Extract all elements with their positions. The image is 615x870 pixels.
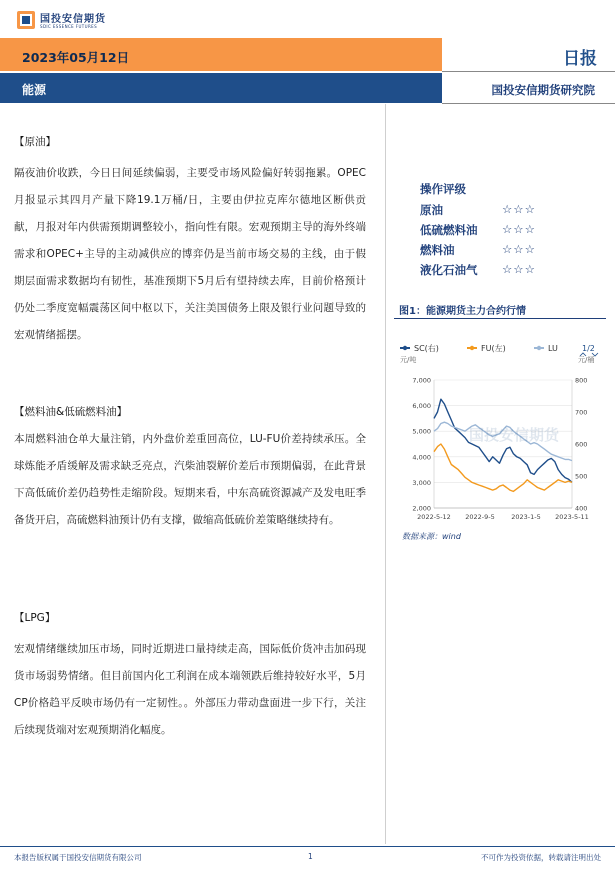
section-text-lpg: 宏观情绪继续加压市场，同时近期进口量持续走高，国际低价货冲击加码现货市场弱势情绪。但目前国内化工利润在成本端领跌后维持较好水平，5月CP价格趋平反映市场仍有一定韧性。。外部压力带动盘面进一步下行，关注后续现货端对宏观预期消化幅度。: [14, 643, 366, 736]
y-left-tick: 3,000: [412, 478, 431, 487]
y-right-unit: 元/桶: [578, 356, 595, 364]
chart-watermark: 国投安信期货: [469, 426, 560, 444]
logo-en: SDIC ESSENCE FUTURES: [40, 24, 98, 29]
sector-label: 能源: [22, 83, 47, 97]
rating-row: [420, 202, 536, 218]
series-line: [434, 444, 572, 491]
section-title-lpg: 【LPG】: [14, 612, 56, 624]
page-indicator: 1/2: [582, 344, 595, 353]
rating-row: [420, 262, 536, 278]
rating-title: 操作评级: [420, 182, 466, 196]
price-chart: [394, 336, 609, 526]
star-icons: ☆☆☆: [502, 202, 536, 216]
y-right-tick: 400: [575, 504, 588, 513]
report-type: 日报: [563, 49, 597, 69]
rating-name: 液化石油气: [420, 263, 478, 277]
footer-divider: [0, 846, 615, 847]
section-title-fuel-oil: 【燃料油&低硫燃料油】: [14, 406, 128, 418]
star-icons: ☆☆☆: [502, 242, 536, 256]
legend-label: SC(右): [414, 344, 439, 353]
y-left-unit: 元/吨: [400, 356, 417, 364]
y-left-tick: 6,000: [412, 402, 431, 411]
divider: [442, 71, 615, 72]
section-text-fuel-oil: 本周燃料油仓单大量注销，内外盘价差重回高位，LU-FU价差持续承压。全球炼能矛盾缓解及需求缺乏亮点，汽柴油裂解价差后市预期偏弱，在此背景下高低硫价差仍趋势性走缩阶段。短期来看，中东高硫资源减产及发电旺季备货开启，高硫燃料油预计仍有支撑，做缩高低硫价差策略继续持有。: [14, 433, 366, 526]
footer-disclaimer: 不可作为投资依据，转载请注明出处: [481, 853, 601, 862]
divider: [442, 103, 615, 104]
star-icons: ☆☆☆: [502, 222, 536, 236]
report-date: 2023年05月12日: [22, 50, 130, 65]
legend-marker: [470, 346, 474, 350]
data-source: 数据来源：wind: [402, 532, 461, 541]
legend-marker: [537, 346, 541, 350]
institute-name: 国投安信期货研究院: [491, 83, 595, 97]
rating-name: 原油: [420, 203, 443, 217]
rating-row: [420, 242, 536, 258]
y-right-tick: 800: [575, 376, 588, 385]
x-tick: 2023-1-5: [511, 513, 541, 521]
x-tick: 2023-5-11: [555, 513, 589, 521]
y-left-tick: 2,000: [412, 504, 431, 513]
legend-label: FU(左): [481, 344, 506, 353]
y-left-tick: 7,000: [412, 376, 431, 385]
x-tick: 2022-5-12: [417, 513, 451, 521]
column-divider: [385, 104, 386, 844]
y-right-tick: 700: [575, 408, 588, 417]
section-title-crude: 【原油】: [14, 136, 56, 148]
footer-copyright: 本报告版权属于国投安信期货有限公司: [14, 853, 142, 862]
legend-label: LU: [548, 344, 558, 353]
legend-marker: [403, 346, 407, 350]
star-icons: ☆☆☆: [502, 262, 536, 276]
y-right-tick: 500: [575, 472, 588, 481]
y-right-tick: 600: [575, 440, 588, 449]
rating-row: [420, 222, 536, 238]
logo-name: 国投安信期货: [40, 14, 106, 25]
y-left-tick: 4,000: [412, 453, 431, 462]
rating-name: 低硫燃料油: [420, 223, 478, 237]
logo-icon: [16, 10, 36, 30]
x-tick: 2022-9-5: [465, 513, 495, 521]
section-text-crude: 隔夜油价收跌，今日日间延续偏弱，主要受市场风险偏好转弱拖累。OPEC月报显示其四月产量下降19.1万桶/日，主要由伊拉克库尔德地区断供贡献，月报对年内供需预期调整较小，指向性有限。宏观预期主导的海外终端需求和OPEC+主导的主动减供应的博弈仍是当前市场交易的主线，由于假期层面需求数据均有韧性，基准预期下5月后有望持续去库，目前价格预计仍处二季度宽幅震荡区间中枢以下，关注美国债务上限及银行业问题导致的宏观情绪摇摆。: [14, 167, 366, 341]
figure-divider: [394, 318, 606, 319]
y-left-tick: 5,000: [412, 427, 431, 436]
page-number: 1: [308, 852, 313, 861]
rating-name: 燃料油: [420, 243, 455, 257]
sector-bar: [0, 73, 442, 103]
figure-title: 图1：能源期货主力合约行情: [399, 306, 526, 317]
